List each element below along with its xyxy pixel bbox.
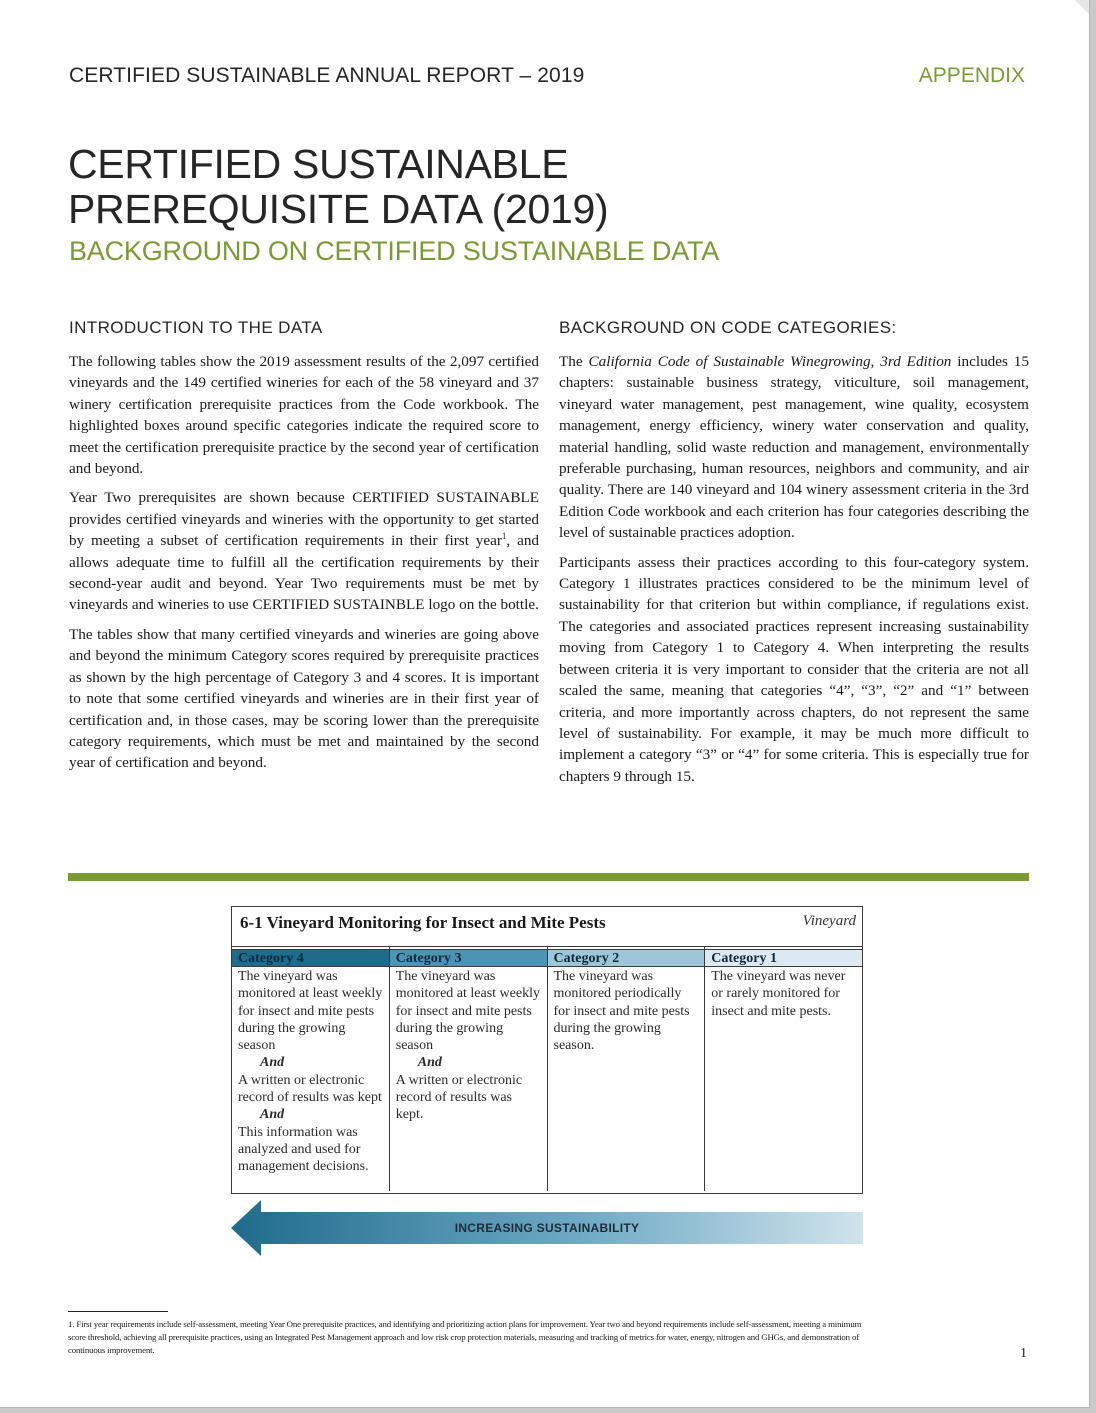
criterion-type: Vineyard xyxy=(802,913,856,929)
criterion-header xyxy=(232,907,862,947)
category-4-description xyxy=(232,967,389,1176)
category-3-text-1: The vineyard was monitored at least weekly for insect and mite pests during the growing season xyxy=(395,969,540,1054)
increasing-sustainability-label: INCREASING SUSTAINABILITY xyxy=(454,1221,640,1235)
category-1-text-1: The vineyard was never or rarely monitored for insect and mite pests. xyxy=(711,969,846,1019)
background-paragraph-1 xyxy=(559,351,1029,544)
page-subtitle: BACKGROUND ON CERTIFIED SUSTAINABLE DATA xyxy=(69,236,720,266)
footnote-divider xyxy=(68,1311,168,1312)
category-columns xyxy=(232,947,862,1191)
category-3-description xyxy=(390,967,547,1124)
intro-paragraph-3: The tables show that many certified vineyards and wineries are going above and beyond the minimum Category scores required by prerequisite practices as shown by the high percentage of Category 3 and 4 scores. It is important to note that some certified vineyards and wineries are in their first year of certification and, in those cases, may be scoring lower than the prerequisite category requirements, which must be met and maintained by the second year of certification and beyond. xyxy=(69,625,539,772)
category-2-column xyxy=(548,947,706,1191)
page-title xyxy=(68,142,608,232)
background-heading: BACKGROUND ON CODE CATEGORIES: xyxy=(559,318,897,337)
page-fold xyxy=(1075,0,1089,14)
category-4-text-2: A written or electronic record of results was kept xyxy=(238,1072,382,1106)
criterion-title: 6-1 Vineyard Monitoring for Insect and Mite Pests xyxy=(240,913,606,932)
background-paragraph-2: Participants assess their practices according to this four-category system. Category 1 illustrates practices considered to be the minimum level of sustainability for that criterion but within compliance, if regulations exist. The categories and associated practices represent increasing sustainability moving from Category 1 to Category 4. When interpreting the results between criteria it is very important to consider that the criteria are not all scaled the same, meaning that categories “4”, “3”, “2” and “1” between criteria, and more importantly across chapters, do not represent the same level of sustainability. For example, it may be much more difficult to implement a category “3” or “4” for some criteria. This is especially true for chapters 9 through 15. xyxy=(559,553,1029,785)
code-title-italic: California Code of Sustainable Winegrowing, 3rd Edition xyxy=(588,353,952,370)
page-title-line2: PREREQUISITE DATA (2019) xyxy=(68,186,609,232)
category-4-label: Category 4 xyxy=(232,949,389,967)
running-header-section: APPENDIX xyxy=(918,64,1025,87)
category-1-column xyxy=(705,947,862,1191)
intro-paragraph-1: The following tables show the 2019 assessment results of the 2,097 certified vineyards and the 149 certified wineries for each of the 58 vineyard and 37 winery certification prerequisite practices from the Code workbook. The highlighted boxes around specific categories indicate the required score to meet the certification prerequisite practice by the second year of certification and beyond. xyxy=(69,353,539,478)
intro-paragraph-2-start: Year Two prerequisites are shown because CERTIFIED SUSTAINABLE provides certified vineyards and wineries with the opportunity to get started by meeting a subset of certification requirements in their first year xyxy=(69,489,539,550)
intro-paragraph-2 xyxy=(69,487,539,615)
category-2-description xyxy=(548,967,705,1054)
category-4-column xyxy=(232,947,390,1191)
intro-heading: INTRODUCTION TO THE DATA xyxy=(69,318,323,337)
page-number: 1 xyxy=(1020,1346,1027,1361)
category-4-text-1: The vineyard was monitored at least weekly for insect and mite pests during the growing season xyxy=(238,969,383,1054)
background-p1-rest: includes 15 chapters: sustainable business strategy, viticulture, soil management, vineyard water management, pest management, wine quality, ecosystem management, energy efficiency, winery water conservation and quality, material handling, solid waste reduction and management, environmentally preferable purchasing, human resources, neighbors and community, and air quality. There are 140 vineyard and 104 winery assessment criteria in the 3rd Edition Code workbook and each criterion has four categories describing the level of sustainable practices adoption. xyxy=(559,353,1029,542)
category-4-and-2: And xyxy=(260,1107,285,1123)
category-4-text-3: This information was analyzed and used for management decisions. xyxy=(238,1124,369,1175)
category-1-label: Category 1 xyxy=(705,949,862,967)
footnote: 1. First year requirements include self-assessment, meeting Year One prerequisite practices, and identifying and prioritizing action plans for improvement. Year two and beyond requirements include self-assessment, meeting a minimum score threshold, achieving all prerequisite practices, using an Integrated Pest Management approach and low risk crop protection materials, measuring and tracking of metrics for water, energy, nitrogen and GHGs, and demonstration of continuous improvement. xyxy=(68,1319,862,1355)
category-2-text-1: The vineyard was monitored periodically for insect and mite pests during the growing season. xyxy=(553,969,690,1054)
page-title-line1: CERTIFIED SUSTAINABLE xyxy=(68,141,569,187)
intro-column xyxy=(69,318,539,782)
category-2-label: Category 2 xyxy=(548,949,705,967)
section-divider xyxy=(68,873,1029,881)
category-3-and-1: And xyxy=(417,1055,442,1071)
category-3-column xyxy=(390,947,548,1191)
background-p1-lead: The xyxy=(559,353,589,370)
footnote-ref: 1 xyxy=(501,531,507,542)
criterion-example-table xyxy=(231,906,863,1194)
category-1-description xyxy=(705,967,862,1020)
intro-paragraph-2-end: , and allows adequate time to fulfill all the certification requirements by their second-year audit and beyond. Year Two requirements must be met by vineyards and wineries to use CERTIFIED SUSTAINBLE logo on the bottle. xyxy=(69,532,540,614)
background-column xyxy=(559,318,1029,795)
category-3-label: Category 3 xyxy=(390,949,547,967)
category-4-and-1: And xyxy=(260,1055,285,1071)
running-header-title: CERTIFIED SUSTAINABLE ANNUAL REPORT – 2019 xyxy=(69,64,585,87)
category-3-text-2: A written or electronic record of results was kept. xyxy=(395,1072,523,1123)
